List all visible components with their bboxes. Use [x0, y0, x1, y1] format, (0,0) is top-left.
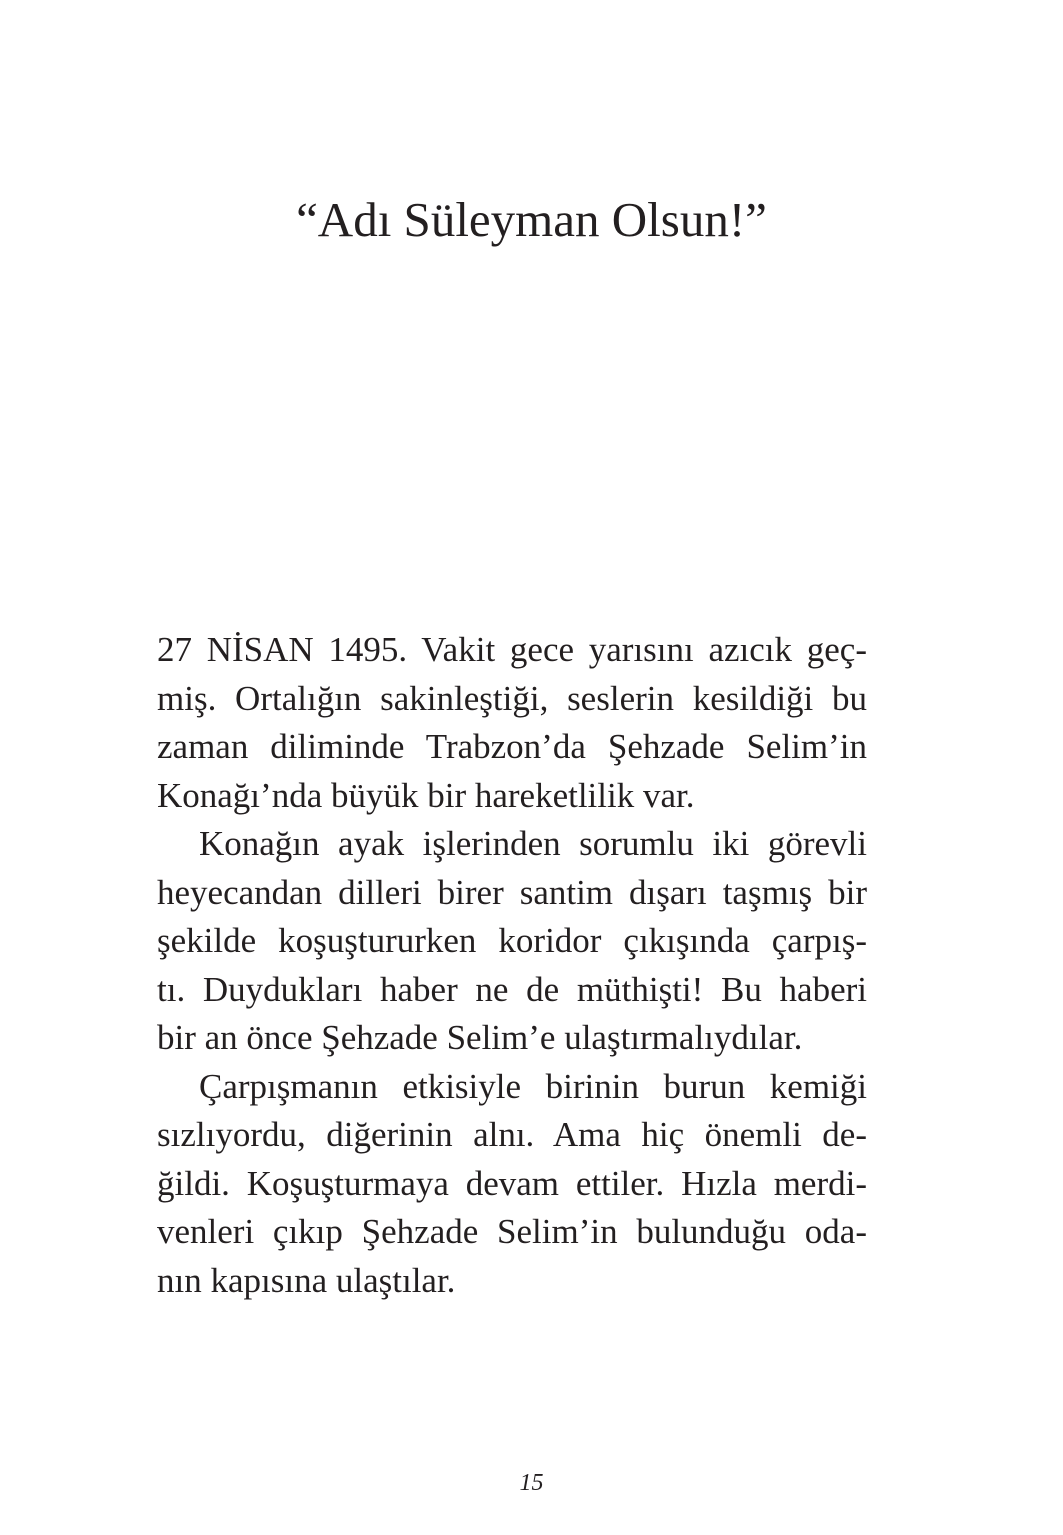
text-line: zaman diliminde Trabzon’da Şehzade Selim’in — [157, 727, 867, 766]
body-text — [157, 626, 867, 1305]
text-line: ğildi. Koşuşturmaya devam ettiler. Hızla merdi- — [157, 1163, 867, 1203]
text-line: venleri çıkıp Şehzade Selim’in bulunduğu oda- — [157, 1212, 867, 1251]
text-line: tı. Duydukları haber ne de müthişti! Bu haberi — [157, 969, 867, 1009]
text-line: bir an önce Şehzade Selim’e ulaştırmalıydılar. — [157, 1018, 803, 1057]
text-line: sızlıyordu, diğerinin alnı. Ama hiç önemli de- — [157, 1115, 867, 1154]
text-line: 27 NİSAN 1495. Vakit gece yarısını azıcık geç- — [157, 630, 867, 669]
text-line: heyecandan dilleri birer santim dışarı taşmış bir — [157, 872, 867, 912]
text-line: Konağı’nda büyük bir hareketlilik var. — [157, 775, 695, 815]
page-number: 15 — [519, 1470, 544, 1496]
chapter-title: “Adı Süleyman Olsun!” — [296, 192, 767, 247]
text-line: nın kapısına ulaştılar. — [157, 1260, 456, 1300]
text-line: Konağın ayak işlerinden sorumlu iki görevli — [199, 824, 867, 863]
text-line: miş. Ortalığın sakinleştiği, seslerin kesildiği bu — [157, 678, 867, 718]
text-line: şekilde koşuştururken koridor çıkışında çarpış- — [157, 921, 867, 960]
text-line: Çarpışmanın etkisiyle birinin burun kemiği — [199, 1066, 867, 1106]
